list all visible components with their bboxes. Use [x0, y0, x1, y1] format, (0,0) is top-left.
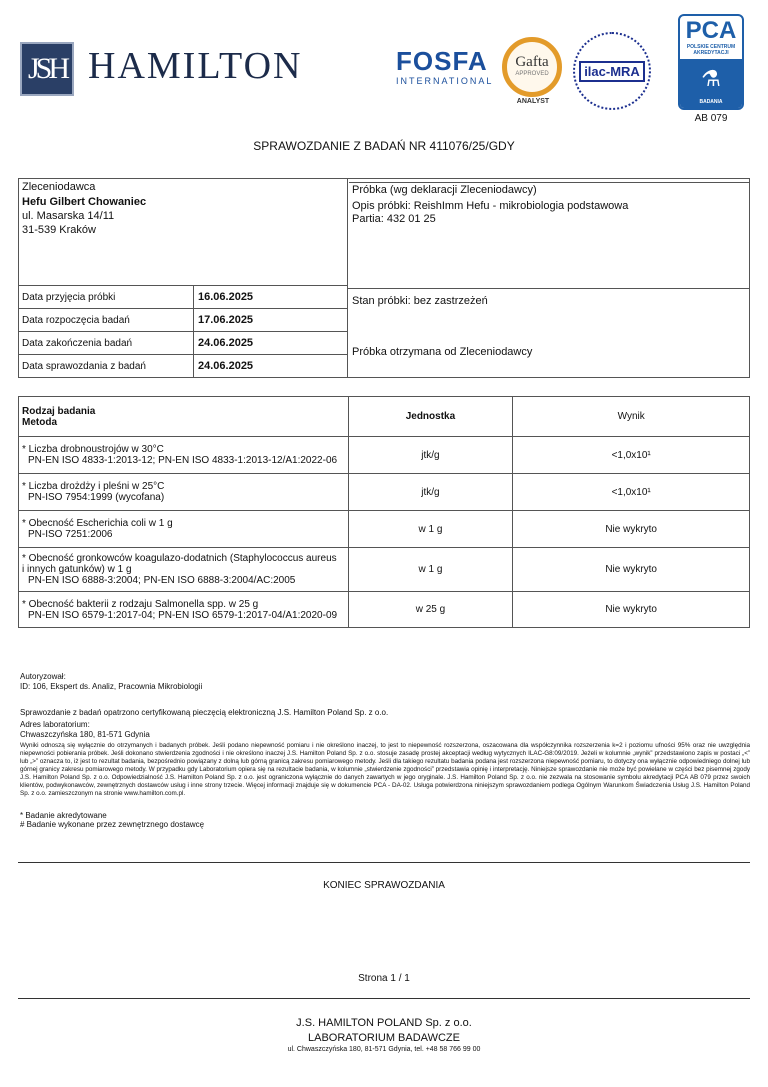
test-result: <1,0x10¹ [513, 474, 750, 511]
date-value: 24.06.2025 [198, 360, 254, 372]
test-result: Nie wykryto [513, 511, 750, 548]
test-result: <1,0x10¹ [513, 437, 750, 474]
results-table [18, 396, 750, 628]
footer-company: J.S. HAMILTON POLAND Sp. z o.o. [296, 1017, 472, 1029]
fosfa-logo-main: FOSFA [396, 46, 488, 76]
hamilton-logo-mark: JSH [20, 42, 74, 96]
test-result: Nie wykryto [513, 548, 750, 592]
date-row [18, 354, 348, 377]
pca-logo-sub: POLSKIE CENTRUM AKREDYTACJI [686, 44, 736, 56]
test-unit: w 1 g [348, 511, 513, 548]
date-label: Data przyjęcia próbki [18, 286, 194, 308]
authorization-value: ID: 106, Ekspert ds. Analiz, Pracownia Mikrobiologii [20, 682, 203, 691]
date-label: Data rozpoczęcia badań [18, 309, 194, 331]
test-method: PN-ISO 7251:2006 [28, 529, 113, 540]
test-method: PN-EN ISO 6888-3:2004; PN-EN ISO 6888-3:2004/AC:2005 [28, 575, 296, 586]
gafta-logo [502, 37, 562, 97]
client-name: Hefu Gilbert Chowaniec [22, 196, 147, 208]
sample-condition: Stan próbki: bez zastrzeżeń [352, 295, 488, 307]
date-value: 17.06.2025 [198, 314, 254, 326]
test-name-cont: i innych gatunków) w 1 g [22, 564, 132, 575]
divider-line [18, 862, 750, 863]
test-cell [19, 437, 349, 474]
gafta-logo-main: Gafta [515, 54, 549, 70]
sample-description: Opis próbki: ReishImm Hefu - mikrobiologia podstawowa [352, 200, 629, 212]
pca-logo-badania: BADANIA [680, 99, 742, 108]
flask-icon: ⚗ [680, 59, 742, 99]
header-method: Metoda [22, 416, 57, 428]
legend-accredited: * Badanie akredytowane [20, 811, 107, 820]
table-row [19, 474, 750, 511]
authorization-label: Autoryzował: [20, 672, 66, 681]
test-cell [19, 511, 349, 548]
date-row [18, 285, 348, 308]
table-row [19, 437, 750, 474]
accreditation-number: AB 079 [694, 113, 728, 124]
gafta-analyst-label: ANALYST [516, 98, 550, 105]
esign-note: Sprawozdanie z badań opatrzono certyfikowaną pieczęcią elektroniczną J.S. Hamilton Poland Sp. z o.o. [20, 708, 389, 717]
lab-address-label: Adres laboratorium: [20, 720, 90, 729]
test-cell [19, 548, 349, 592]
test-unit: jtk/g [348, 474, 513, 511]
header-type-method [19, 397, 349, 437]
page-number: Strona 1 / 1 [358, 973, 410, 984]
client-label: Zleceniodawca [22, 181, 96, 193]
test-cell [19, 474, 349, 511]
date-row [18, 308, 348, 331]
test-name: * Obecność bakterii z rodzaju Salmonella spp. w 25 g [22, 598, 259, 610]
test-unit: jtk/g [348, 437, 513, 474]
footer-divider [18, 998, 750, 999]
test-name: * Liczba drożdży i pleśni w 25°C [22, 481, 165, 492]
client-city: 31-539 Kraków [22, 224, 96, 236]
table-row [19, 548, 750, 592]
pca-logo-main: PCA [685, 17, 737, 44]
gafta-logo-sub: APPROVED [515, 71, 549, 77]
table-row [19, 511, 750, 548]
box-right-divider [347, 288, 750, 289]
table-row [19, 592, 750, 628]
test-result: Nie wykryto [513, 592, 750, 628]
date-value: 16.06.2025 [198, 291, 254, 303]
date-label: Data zakończenia badań [18, 332, 194, 354]
date-label: Data sprawozdania z badań [18, 355, 194, 377]
lab-address-value: Chwaszczyńska 180, 81-571 Gdynia [20, 730, 150, 739]
test-cell [19, 592, 349, 628]
company-name: HAMILTON [88, 45, 303, 87]
report-title: SPRAWOZDANIE Z BADAŃ NR 411076/25/GDY [253, 139, 515, 153]
test-unit: w 25 g [348, 592, 513, 628]
footer-lab: LABORATORIUM BADAWCZE [308, 1032, 460, 1044]
test-name: * Liczba drobnoustrojów w 30°C [22, 444, 164, 455]
test-method: PN-EN ISO 6579-1:2017-04; PN-EN ISO 6579-1:2017-04/A1:2020-09 [28, 609, 338, 621]
header-result: Wynik [513, 397, 750, 437]
test-name: * Obecność gronkowców koagulazo-dodatnich (Staphylococcus aureus [22, 553, 337, 564]
results-header-row [19, 397, 750, 437]
header-unit: Jednostka [348, 397, 513, 437]
legal-disclaimer: Wyniki odnoszą się wyłącznie do otrzymanych i badanych próbek. Jeśli podano niepewność pomiaru i nie określono inaczej, to jest to niepewność rozszerzona, oszacowana dla współczynnika rozszerzenia k=2 i poziomu ufności 95% oraz nie uwzględnia niepewności pobierania próbek. Jeśli dokonano stwierdzenia zgodności i nie określono inaczej J.S. Hamilton Poland Sp. z o.o. stosuje zasadę prostej akceptacji według wytycznych ILAC-G8:09/2019. Jeżeli w kolumnie „wynik” przedstawiono zapis w postaci „<” lub „>” oznacza to, iż jest to rezultat badania, bezpośrednio powiązany z dolną lub górną granicą zakresu pomiarowego metody. Jeśli dla takiego rezultatu badania podana jest rozszerzona niepewność pomiaru, to dotyczy ona wyłącznie odpowiedniego dolnej lub górnej granicy zakresu pomiarowego metody. W przypadku gdy Laboratorium opiera się na rezultacie badania, w kolumnie „stwierdzenie zgodności” przedstawia opinię i interpretację. Niniejsze sprawozdanie nie może być powielane w części bez pisemnej zgody J.S. Hamilton Poland Sp. z o.o. Odpowiedzialność J.S. Hamilton Poland Sp. z o.o. jest ograniczona wyłącznie do danych zawartych w jego oryginale. J.S. Hamilton Poland Sp. z o.o. nie zezwala na stosowanie symbolu akredytacji PCA AB 079 przez swoich klientów, podwykonawców, zewnętrznych dostawców usług i inne strony trzecie. Więcej informacji znajduje się w dokumencie PCA - DA-02. Usługa potwierdzona niniejszym sprawozdaniem podlega Ogólnym Warunkom Świadczenia Usług J.S. Hamilton Poland Sp. z o.o. zamieszczonym na stronie www.hamilton.com.pl. [20, 742, 750, 797]
box-inner-top-line [349, 182, 750, 183]
header-type: Rodzaj badania [22, 405, 96, 417]
test-method: PN-EN ISO 4833-1:2013-12; PN-EN ISO 4833-1:2013-12/A1:2022-06 [28, 455, 338, 466]
test-method: PN-ISO 7954:1999 (wycofana) [28, 492, 165, 503]
sample-origin: Próbka otrzymana od Zleceniodawcy [352, 346, 533, 358]
pca-logo [678, 14, 744, 110]
end-of-report: KONIEC SPRAWOZDANIA [323, 880, 445, 891]
sample-batch: Partia: 432 01 25 [352, 213, 436, 225]
sample-label: Próbka (wg deklaracji Zleceniodawcy) [352, 184, 537, 196]
fosfa-logo-sub: INTERNATIONAL [396, 76, 494, 86]
test-name: * Obecność Escherichia coli w 1 g [22, 518, 173, 529]
client-street: ul. Masarska 14/11 [22, 210, 115, 222]
ilac-mra-text: ilac-MRA [579, 61, 645, 82]
test-unit: w 1 g [348, 548, 513, 592]
date-row [18, 331, 348, 354]
fosfa-logo [396, 48, 494, 86]
ilac-mra-logo [573, 32, 651, 110]
legend-external: # Badanie wykonane przez zewnętrznego dostawcę [20, 820, 205, 829]
date-value: 24.06.2025 [198, 337, 254, 349]
footer-address: ul. Chwaszczyńska 180, 81-571 Gdynia, tel. +48 58 766 99 00 [287, 1046, 481, 1053]
dates-grid [18, 285, 348, 377]
